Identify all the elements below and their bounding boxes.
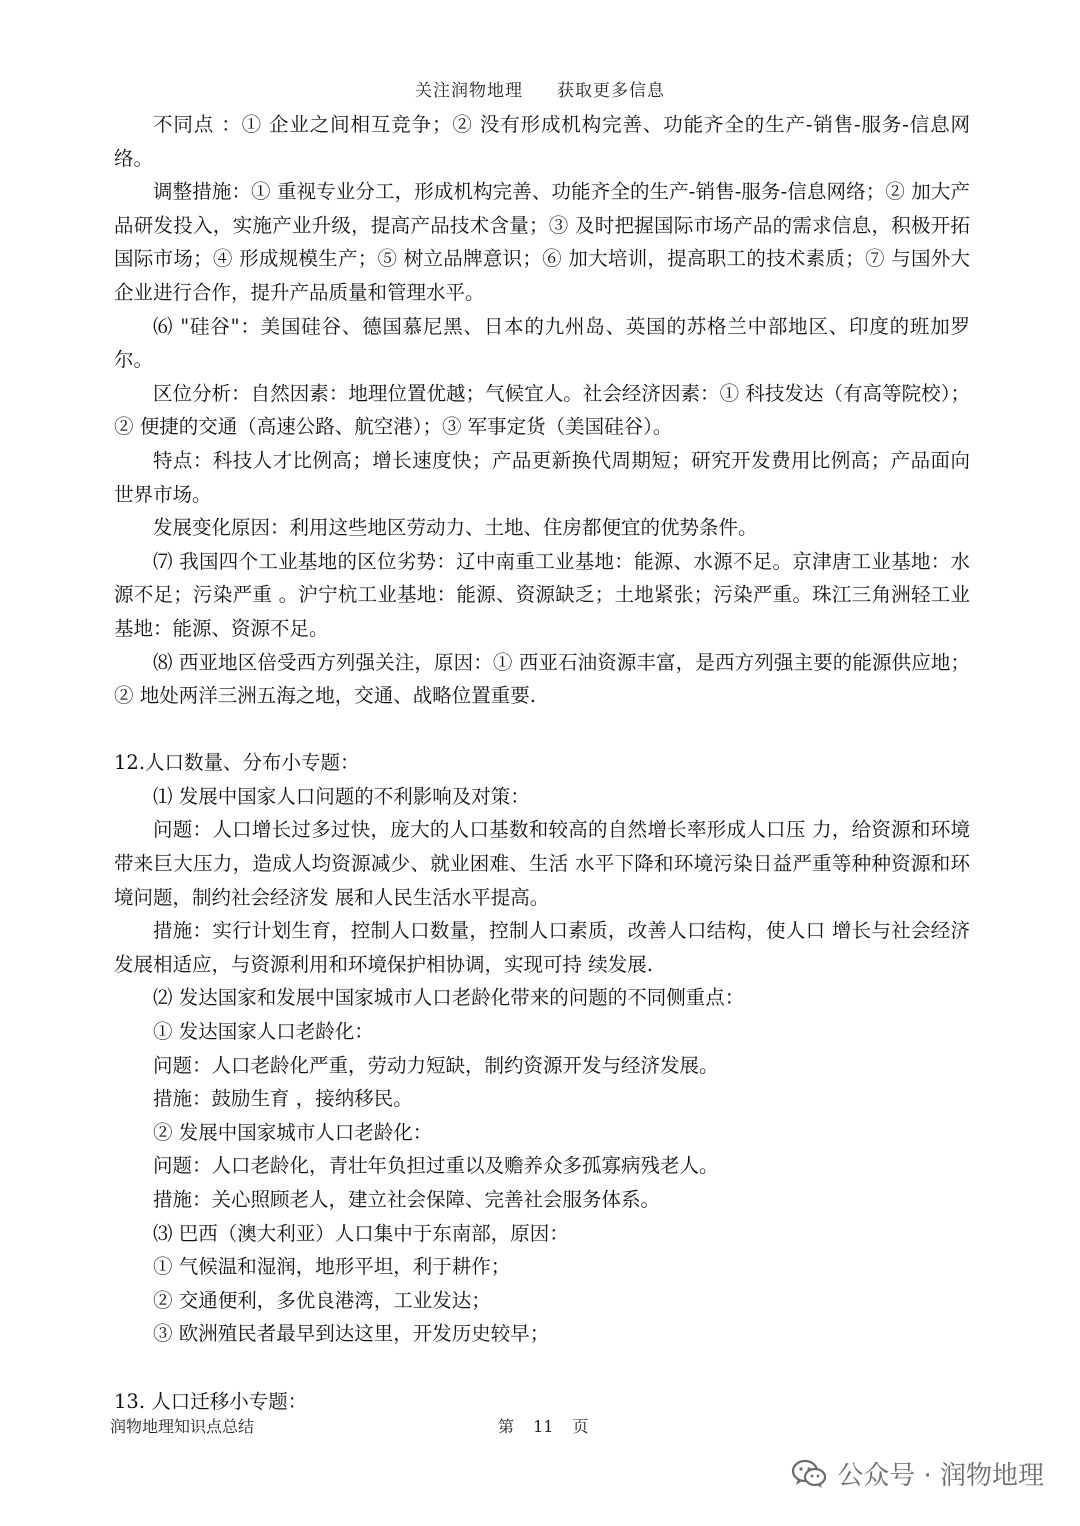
paragraph: 措施：关心照顾老人，建立社会保障、完善社会服务体系。 [153, 1188, 661, 1211]
paragraph: ② 发展中国家城市人口老龄化： [153, 1120, 433, 1144]
paragraph: 调整措施：① 重视专业分工，形成机构完善、功能齐全的生产-销售-服务-信息网络；② 加大产品研发投入，实施产业升级，提高产品技术含量；③ 及时把握国际市场产品的需求信息，积极开拓国际市场；④ 形成规模生产；⑤ 树立品牌意识；⑥ 加大培训，提高职工的技术素质；⑦ 与国外大企业进行合作，提升产品质量和管理水平。 [114, 180, 970, 304]
paragraph: ⑻ 西亚地区倍受西方列强关注，原因：① 西亚石油资源丰富，是西方列强主要的能源供应地；② 地处两洋三洲五海之地，交通、战略位置重要. [114, 650, 970, 708]
paragraph: 措施：鼓励生育 ，接纳移民。 [153, 1087, 413, 1111]
wechat-icon [791, 1459, 827, 1489]
paragraph: ⑴ 发展中国家人口问题的不利影响及对策： [153, 784, 530, 808]
paragraph: 问题：人口老龄化，青壮年负担过重以及赡养众多孤寡病残老人。 [153, 1154, 719, 1178]
paragraph: 13. 人口迁移小专题： [114, 1389, 308, 1413]
footer-title: 润物地理知识点总结 [110, 1417, 255, 1436]
paragraph: ⑵ 发达国家和发展中国家城市人口老龄化带来的问题的不同侧重点： [153, 986, 745, 1010]
paragraph: 不同点 ：① 企业之间相互竞争；② 没有形成机构完善、功能齐全的生产-销售-服务-信息网络。 [114, 113, 970, 170]
paragraph: 发展变化原因：利用这些地区劳动力、土地、住房都便宜的优势条件。 [153, 516, 758, 540]
paragraph: ② 交通便利，多优良港湾，工业发达； [153, 1288, 491, 1312]
header-right-text: 获取更多信息 [557, 81, 665, 101]
header-left-text: 关注润物地理 [415, 81, 523, 101]
paragraph: ① 发达国家人口老龄化： [153, 1020, 374, 1044]
blank-line [114, 1351, 970, 1385]
paragraph: ① 气候温和湿润，地形平坦，利于耕作； [153, 1255, 511, 1279]
paragraph: ③ 欧洲殖民者最早到达这里，开发历史较早； [153, 1322, 550, 1346]
paragraph: ⑹ "硅谷"：美国硅谷、德国慕尼黑、日本的九州岛、英国的苏格兰中部地区、印度的班加罗尔。 [114, 314, 970, 372]
watermark-text: 公众号 · 润物地理 [837, 1461, 1044, 1491]
page-number: 第 11 页 [498, 1417, 589, 1436]
watermark [791, 1455, 1044, 1492]
paragraph: 12.人口数量、分布小专题： [114, 751, 360, 775]
page-header [0, 76, 1080, 101]
blank-line [114, 713, 970, 747]
paragraph: ⑶ 巴西（澳大利亚）人口集中于东南部，原因： [153, 1221, 569, 1245]
paragraph: 问题：人口老龄化严重，劳动力短缺，制约资源开发与经济发展。 [153, 1053, 719, 1077]
paragraph: ⑺ 我国四个工业基地的区位劣势：辽中南重工业基地：能源、水源不足。京津唐工业基地：水源不足；污染严重 。沪宁杭工业基地：能源、资源缺乏；土地紧张；污染严重。珠江三角洲轻工业基地：能源、资源不足。 [114, 549, 970, 640]
paragraph: 特点：科技人才比例高；增长速度快；产品更新换代周期短；研究开发费用比例高；产品面向世界市场。 [114, 448, 970, 506]
document-body [114, 108, 970, 1418]
paragraph: 区位分析：自然因素：地理位置优越；气候宜人。社会经济因素：① 科技发达（有高等院校）；② 便捷的交通（高速公路、航空港）；③ 军事定货（美国硅谷）。 [114, 381, 970, 439]
paragraph: 问题：人口增长过多过快，庞大的人口基数和较高的自然增长率形成人口压 力，给资源和环境带来巨大压力，造成人均资源减少、就业困难、生活 水平下降和环境污染日益严重等种种资源和环境问题，制约社会经济发 展和人民生活水平提高。 [114, 818, 970, 909]
paragraph: 措施：实行计划生育，控制人口数量，控制人口素质，改善人口结构，使人口 增长与社会经济发展相适应，与资源利用和环境保护相协调，实现可持 续发展. [114, 919, 970, 976]
